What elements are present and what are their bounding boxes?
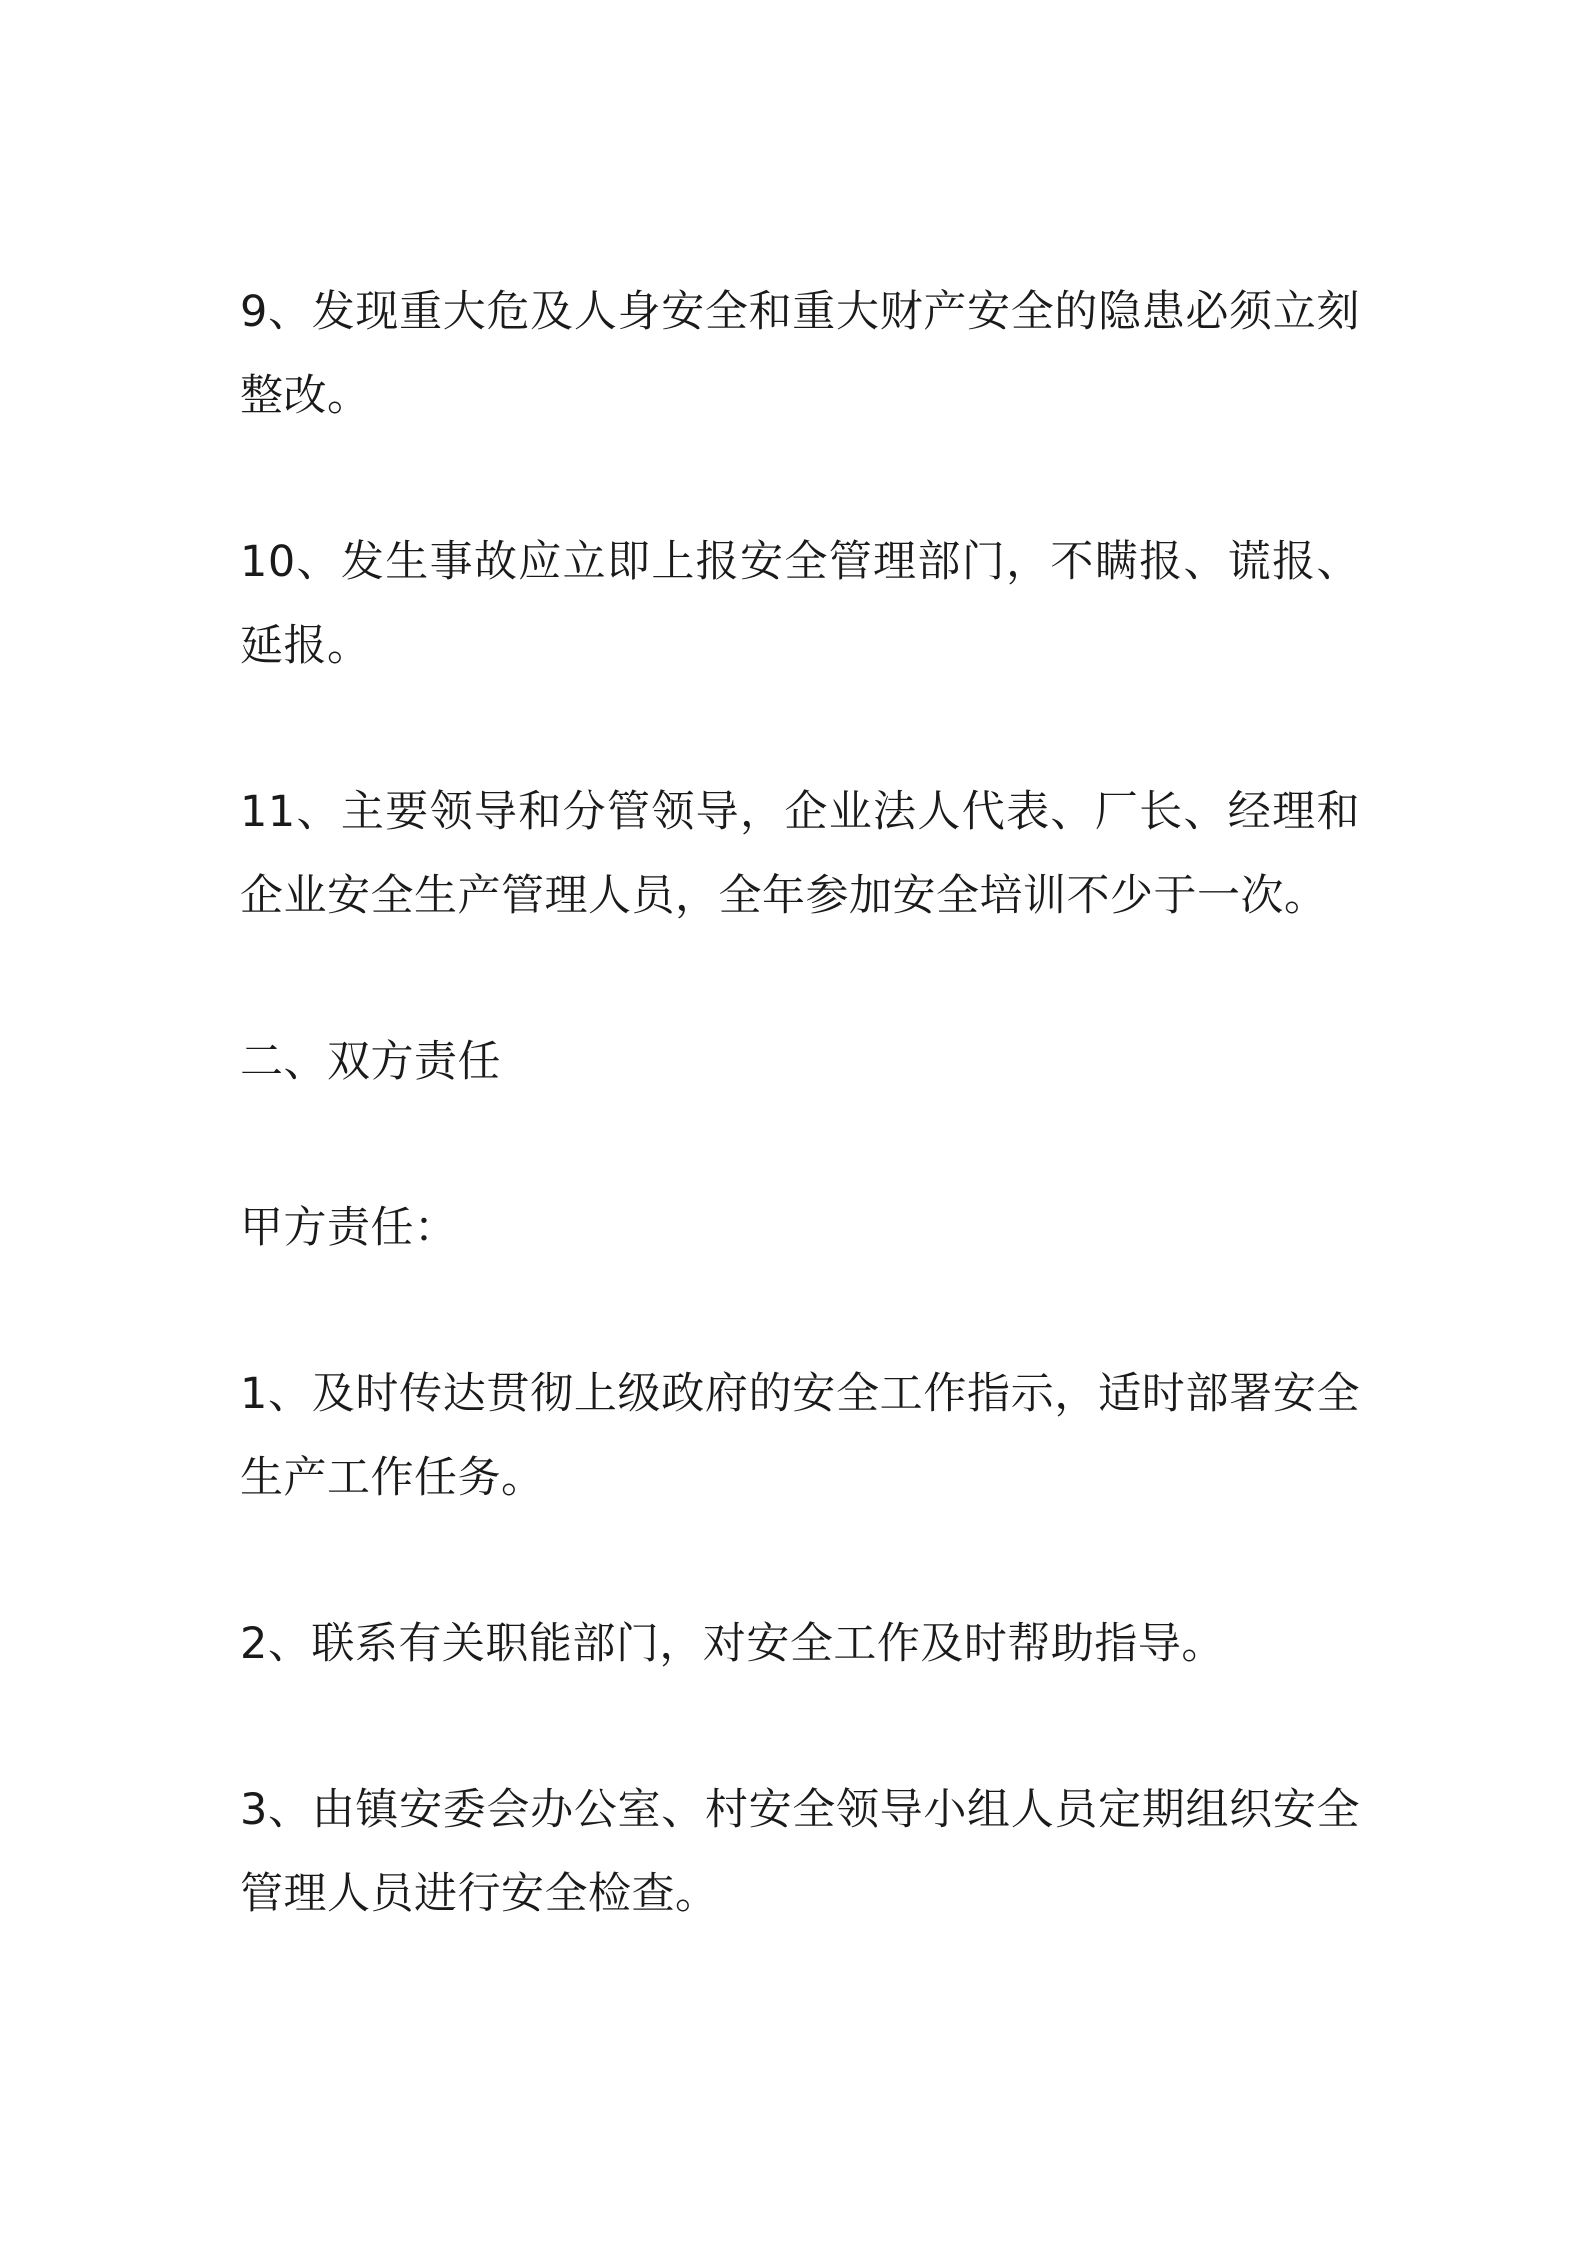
paragraph-item-9: 9、发现重大危及人身安全和重大财产安全的隐患必须立刻整改。	[240, 287, 1360, 421]
paragraph-party-a-item-3: 3、由镇安委会办公室、村安全领导小组人员定期组织安全管理人员进行安全检查。	[240, 1785, 1360, 1919]
paragraph-party-a-item-1: 1、及时传达贯彻上级政府的安全工作指示，适时部署安全生产工作任务。	[240, 1369, 1360, 1503]
paragraph-item-10: 10、发生事故应立即上报安全管理部门，不瞒报、谎报、延报。	[240, 537, 1360, 671]
party-a-heading: 甲方责任：	[240, 1203, 458, 1253]
paragraph-party-a-item-2: 2、联系有关职能部门，对安全工作及时帮助指导。	[240, 1619, 1225, 1669]
section-heading-mutual-responsibility: 二、双方责任	[240, 1037, 501, 1087]
document-body	[240, 270, 1360, 2018]
paragraph-item-11: 11、主要领导和分管领导，企业法人代表、厂长、经理和企业安全生产管理人员，全年参加安全培训不少于一次。	[240, 787, 1360, 921]
